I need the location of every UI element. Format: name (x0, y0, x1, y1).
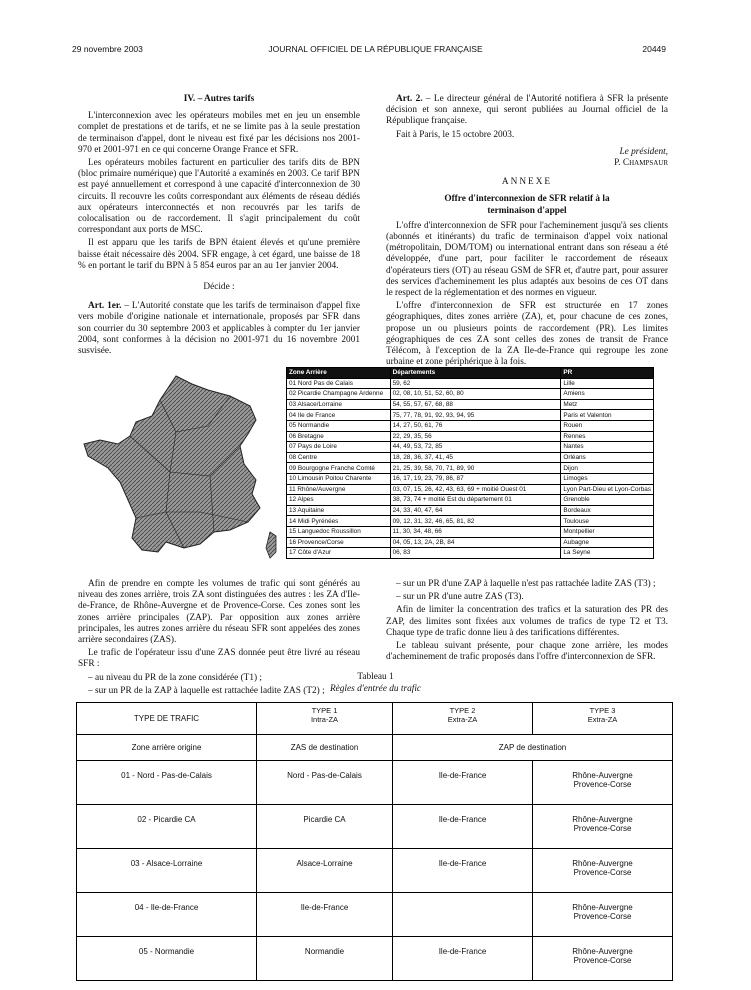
tableau-header-row (77, 703, 673, 735)
zone-table-row (287, 473, 654, 484)
pr-cell: Bordeaux (561, 505, 654, 516)
corsica-shape (266, 532, 276, 558)
pr-cell: Rennes (561, 431, 654, 442)
zone-table-row (287, 431, 654, 442)
pr-cell: Metz (561, 399, 654, 410)
tableau-title: Tableau 1 (357, 672, 394, 682)
pr-cell: Montpellier (561, 526, 654, 537)
type2-destination-cell: Ile-de-France (393, 805, 533, 849)
zone-name-cell: 05 Normandie (287, 420, 391, 431)
offre-title: Offre d'interconnexion de SFR relatif à la terminaison d'appel (444, 194, 610, 216)
type2-destination-cell: Ile-de-France (393, 761, 533, 805)
type3-sublabel: Extra-ZA (587, 715, 618, 724)
type2-sublabel: Extra-ZA (447, 715, 478, 724)
zone-name-cell: 01 Nord Pas de Calais (287, 378, 391, 389)
tableau-row (77, 849, 673, 893)
paragraph: L'offre d'interconnexion de SFR pour l'acheminement jusqu'à ses clients (abonnés et itinérants) du trafic de terminaison d'appel voix national (métropolitain, DOM/TOM) ou international entrant dans son réseau a été développée, d'une part, pour faciliter le raccordement de réseaux d'opérateurs tiers (OT) au réseau GSM de SFR et, d'autre part, pour assurer des services d'acheminement les plus adaptés aux besoins de ces OT dans le respect de la réglementation et des normes en vigueur. (386, 220, 668, 299)
type2-destination-cell: Ile-de-France (393, 849, 533, 893)
type3-header (533, 703, 673, 735)
type3-destination-cell (533, 937, 673, 981)
header-page-number: 20449 (642, 44, 666, 54)
type3-destination-line: Provence-Corse (573, 868, 632, 877)
paragraph: Afin de prendre en compte les volumes de trafic qui sont générés au niveau des zones arrière, trois ZA sont distinguées des autres : les ZA d'Ile-de-France, de Rhône-Auvergne et de Provence-Corse. Ces zones sont les zones arrière principales (ZAP). Par opposition aux zones arrière principales, les autres zones arrière du réseau SFR sont appelées des zones arrière secondaires (ZAS). (78, 579, 360, 646)
type1-sublabel: Intra-ZA (310, 715, 339, 724)
type2-label: TYPE 2 (449, 706, 476, 715)
pr-cell: Aubagne (561, 537, 654, 548)
type3-destination-line: Provence-Corse (573, 780, 632, 789)
zone-table-row (287, 484, 654, 495)
zone-table (286, 367, 654, 559)
origin-header: Zone arrière origine (77, 735, 257, 761)
paragraph: L'offre d'interconnexion de SFR est structurée en 17 zones géographiques, dites zones arrière (ZA), et, pour chacune de ces zones, propose un ou plusieurs points de raccordement (PR). Les limites géographiques de ces ZA sont celles des zones de transit de France Télécom, à l'exception de la ZA Ile-de-France qui regroupe les zone urbaine et zone périphérique à la fois. (386, 301, 668, 368)
origin-zone-cell: 05 - Normandie (77, 937, 257, 981)
zone-name-cell: 15 Languedoc Roussillon (287, 526, 391, 537)
pr-cell: Lille (561, 378, 654, 389)
zone-table-row (287, 495, 654, 506)
pr-cell: Toulouse (561, 516, 654, 527)
zone-table-body (287, 378, 654, 558)
zas-destination-header: ZAS de destination (257, 735, 393, 761)
zone-name-cell: 03 Alsace/Lorraine (287, 399, 391, 410)
zap-destination-header: ZAP de destination (393, 735, 673, 761)
zone-table-row (287, 452, 654, 463)
type3-destination-cell (533, 761, 673, 805)
type3-destination-cell (533, 805, 673, 849)
type3-destination-line: Rhône-Auvergne (572, 859, 633, 868)
pr-cell: Lyon Part-Dieu et Lyon-Corbas (561, 484, 654, 495)
zone-name-cell: 13 Aquitaine (287, 505, 391, 516)
departements-cell: 44, 49, 53, 72, 85 (390, 442, 561, 453)
article-1-text: – L'Autorité constate que les tarifs de terminaison d'appel fixe vers mobile d'origine nationale et internationale, proposés par SFR dans son courrier du 30 septembre 2003 et applicables à compter du 1er janvier 2004, sont conformes à la décision no 2001-971 du 16 novembre 2001 susvisée. (78, 301, 360, 357)
paragraph: Le tableau suivant présente, pour chaque zone arrière, les modes d'acheminement de trafic proposés dans l'offre d'interconnexion de SFR. (386, 641, 668, 663)
zone-name-cell: 02 Picardie Champagne Ardenne (287, 389, 391, 400)
pr-cell: Rouen (561, 420, 654, 431)
right-column (386, 94, 668, 370)
type3-destination-line: Provence-Corse (573, 912, 632, 921)
type2-header (393, 703, 533, 735)
zone-name-cell: 11 Rhône/Auvergne (287, 484, 391, 495)
signer-title: Le président, (619, 146, 668, 157)
departements-cell: 21, 25, 39, 58, 70, 71, 89, 90 (390, 463, 561, 474)
type1-header (257, 703, 393, 735)
tableau-row (77, 805, 673, 849)
departements-cell: 38, 73, 74 + moitié Est du département 01 (390, 495, 561, 506)
origin-zone-cell: 04 - Ile-de-France (77, 893, 257, 937)
article-2-text: – Le directeur général de l'Autorité notifiera à SFR la présente décision et son annexe, qui seront publiées au Journal officiel de la République française. (386, 94, 669, 127)
bullet-item: – sur un PR de la ZAP à laquelle est rattachée ladite ZAS (T2) ; (88, 685, 325, 696)
pr-cell: Orléans (561, 452, 654, 463)
zone-name-cell: 06 Bretagne (287, 431, 391, 442)
departements-cell: 06, 83 (390, 548, 561, 559)
zone-name-cell: 07 Pays de Loire (287, 442, 391, 453)
departements-cell: 24, 33, 40, 47, 64 (390, 505, 561, 516)
tableau-1 (76, 702, 673, 981)
zone-name-cell: 17 Côte d'Azur (287, 548, 391, 559)
zone-name-cell: 09 Bourgogne Franche Comté (287, 463, 391, 474)
pr-cell: Nantes (561, 442, 654, 453)
type1-destination-cell: Nord - Pas-de-Calais (257, 761, 393, 805)
type2-destination-cell: Ile-de-France (393, 937, 533, 981)
tableau-1-wrapper (76, 702, 672, 981)
zone-table-row (287, 378, 654, 389)
departements-cell: 09, 12, 31, 32, 46, 65, 81, 82 (390, 516, 561, 527)
zone-table-header: Zone Arrière (287, 368, 391, 379)
zone-table-header: PR (561, 368, 654, 379)
fait-line: Fait à Paris, le 15 octobre 2003. (396, 129, 515, 140)
type3-destination-cell (533, 849, 673, 893)
origin-zone-cell: 03 - Alsace-Lorraine (77, 849, 257, 893)
zone-name-cell: 14 Midi Pyrénées (287, 516, 391, 527)
section-title: IV. – Autres tarifs (183, 94, 255, 104)
type1-destination-cell: Normandie (257, 937, 393, 981)
type1-destination-cell: Picardie CA (257, 805, 393, 849)
pr-cell: Limoges (561, 473, 654, 484)
header-journal-title: JOURNAL OFFICIEL DE LA RÉPUBLIQUE FRANÇAISE (268, 44, 483, 54)
zone-table-row (287, 516, 654, 527)
departements-cell: 14, 27, 50, 61, 76 (390, 420, 561, 431)
origin-zone-cell: 02 - Picardie CA (77, 805, 257, 849)
type1-label: TYPE 1 (311, 706, 338, 715)
paragraph: Les opérateurs mobiles facturent en particulier des tarifs dits de BPN (bloc primaire numérique) que l'Autorité a examinés en 2003. Ce tarif BPN est payé annuellement et correspond à une capacité d'interconnexion de 30 circuits. Il recouvre les coûts correspondant aux éléments de réseau dédiés aux opérateurs interconnectés et non recouvrés par les tarifs de colocalisation ou de raccordement. Il s'agit principalement du coût correspondant aux ports de MSC. (78, 158, 360, 236)
bullet-item: – au niveau du PR de la zone considérée (T1) ; (88, 672, 262, 683)
departements-cell: 59, 62 (390, 378, 561, 389)
lower-right-column (386, 579, 668, 665)
type3-destination-line: Provence-Corse (573, 824, 632, 833)
departements-cell: 16, 17, 19, 23, 79, 86, 87 (390, 473, 561, 484)
zone-table-row (287, 442, 654, 453)
article-1-label: Art. 1er. (88, 301, 122, 312)
departements-cell: 54, 55, 57, 67, 68, 88 (390, 399, 561, 410)
departements-cell: 75, 77, 78, 91, 92, 93, 94, 95 (390, 410, 561, 421)
zone-table-row (287, 420, 654, 431)
tableau-row (77, 937, 673, 981)
article-2-label: Art. 2. (396, 94, 423, 104)
pr-cell: Amiens (561, 389, 654, 400)
zone-table-row (287, 463, 654, 474)
pr-cell: Paris et Valenton (561, 410, 654, 421)
departements-cell: 18, 28, 36, 37, 41, 45 (390, 452, 561, 463)
type3-destination-line: Rhône-Auvergne (572, 815, 633, 824)
zone-table-header: Départements (390, 368, 561, 379)
type3-destination-line: Rhône-Auvergne (572, 903, 633, 912)
tableau-row (77, 761, 673, 805)
origin-zone-cell: 01 - Nord - Pas-de-Calais (77, 761, 257, 805)
type3-destination-cell (533, 893, 673, 937)
tableau-row (77, 893, 673, 937)
type1-destination-cell: Ile-de-France (257, 893, 393, 937)
header-date: 29 novembre 2003 (72, 44, 143, 54)
tableau-subtitle: Règles d'entrée du trafic (329, 684, 422, 694)
tableau-body (77, 761, 673, 981)
paragraph: L'interconnexion avec les opérateurs mobiles met en jeu un ensemble complet de prestations et de tarifs, et ne se limite pas à la seule prestation de terminaison d'appel, dont le niveau est fixé par les décisions nos 2001-970 et 2001-971 en ce qui concerne Orange France et SFR. (78, 111, 360, 155)
zone-table-row (287, 410, 654, 421)
pr-cell: La Seyne (561, 548, 654, 559)
type-de-trafic-header: TYPE DE TRAFIC (77, 703, 257, 735)
type3-label: TYPE 3 (589, 706, 616, 715)
departements-cell: 11, 30, 34, 48, 66 (390, 526, 561, 537)
zone-table-row (287, 526, 654, 537)
zone-table-row (287, 505, 654, 516)
pr-cell: Dijon (561, 463, 654, 474)
zone-table-row (287, 399, 654, 410)
zone-name-cell: 08 Centre (287, 452, 391, 463)
type3-destination-line: Provence-Corse (573, 956, 632, 965)
left-column (78, 94, 360, 359)
departements-cell: 02, 08, 10, 51, 52, 60, 80 (390, 389, 561, 400)
tableau-subheader-row (77, 735, 673, 761)
paragraph: Afin de limiter la concentration des trafics et la saturation des PR des ZAP, des limites sont fixées aux volumes de trafics de type T2 et T3. Chaque type de trafic donne lieu à des tarifications différentes. (386, 605, 668, 638)
type2-destination-cell (393, 893, 533, 937)
departements-cell: 03, 07, 15, 26, 42, 43, 63, 69 + moitié Ouest 01 (390, 484, 561, 495)
paragraph: Le trafic de l'opérateur issu d'une ZAS donnée peut être livré au réseau SFR : (78, 648, 360, 670)
departements-cell: 04, 05, 13, 2A, 2B, 84 (390, 537, 561, 548)
type3-destination-line: Rhône-Auvergne (572, 771, 633, 780)
zone-name-cell: 12 Alpes (287, 495, 391, 506)
article-2 (386, 94, 668, 128)
france-zones-map (80, 372, 285, 562)
article-1 (78, 301, 360, 357)
departements-cell: 22, 29, 35, 56 (390, 431, 561, 442)
zone-table-row (287, 389, 654, 400)
zone-name-cell: 10 Limousin Poitou Charente (287, 473, 391, 484)
paragraph: Il est apparu que les tarifs de BPN étaient élevés et qu'une première baisse était nécessaire dès 2004. SFR engage, à cet égard, une baisse de 18 % en portant le tarif du BPN à 5 854 euros par an au 1er janvier 2004. (78, 238, 360, 271)
signer-name: P. Champsaur (614, 158, 668, 169)
type3-destination-line: Rhône-Auvergne (572, 947, 633, 956)
bullet-item: – sur un PR d'une autre ZAS (T3). (396, 592, 524, 603)
zone-table-header-row (287, 368, 654, 379)
type1-destination-cell: Alsace-Lorraine (257, 849, 393, 893)
zone-table-row (287, 548, 654, 559)
annexe-heading: ANNEXE (501, 177, 553, 188)
zone-name-cell: 16 Provence/Corse (287, 537, 391, 548)
bullet-item: – sur un PR d'une ZAP à laquelle n'est pas rattachée ladite ZAS (T3) ; (396, 579, 656, 589)
france-mainland-shape (84, 376, 260, 552)
zone-table-row (287, 537, 654, 548)
pr-cell: Grenoble (561, 495, 654, 506)
zone-name-cell: 04 Ile de France (287, 410, 391, 421)
decide-line: Décide : (203, 282, 235, 293)
